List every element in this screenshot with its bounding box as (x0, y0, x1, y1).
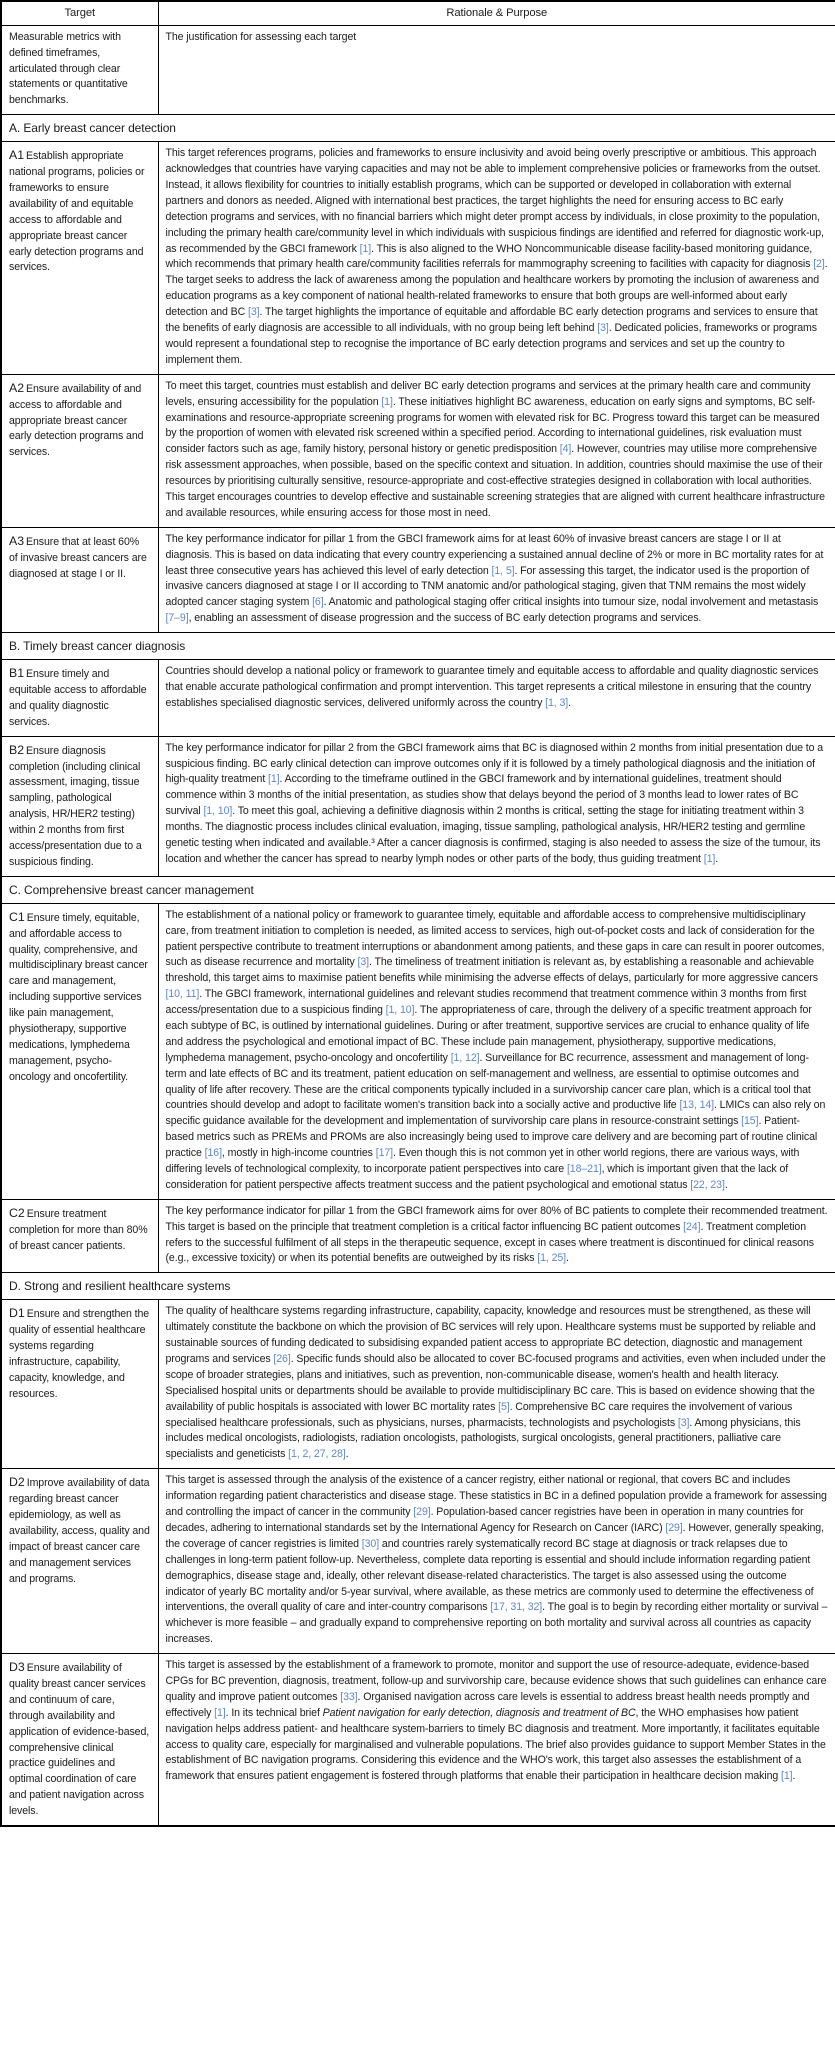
target-id: D3 (9, 1660, 25, 1675)
table-row-d3 (1, 1654, 835, 1826)
target-id: C1 (9, 909, 25, 924)
target-id: A3 (9, 533, 25, 548)
section-title: C. Comprehensive breast cancer management (1, 876, 835, 903)
citation-link[interactable]: [29] (413, 1506, 431, 1519)
section-header-a (1, 115, 835, 142)
target-id: D2 (9, 1475, 25, 1490)
citation-link[interactable]: [18–21] (566, 1163, 602, 1176)
citation-link[interactable]: [3] (677, 1416, 690, 1429)
citation-link[interactable]: [1, 12] (450, 1051, 480, 1064)
citation-link[interactable]: [3] (597, 322, 609, 335)
rationale-cell: Countries should develop a national policy or framework to guarantee timely and equitable access to affordable and quality diagnostic services that enable accurate pathological confirmation and prompt intervention. This target represents a critical milestone in ensuring that the country establishes specialised diagnostic services, delivered uniformly across the country [1, 3]. (158, 660, 835, 737)
target-text: Ensure timely, equitable, and affordable access to quality, comprehensive, and multidisciplinary breast cancer care and management, including supportive services like pain management, physiotherapy, supportive medications, lymphedema management, psycho-oncology and oncofertility. (9, 911, 148, 1083)
citation-link[interactable]: [24] (683, 1220, 701, 1233)
citation-link[interactable]: [4] (559, 443, 572, 456)
rationale-cell: The key performance indicator for pillar 1 from the GBCI framework aims for at least 60% of invasive breast cancers are stage I or II at diagnosis. This is based on data indicating that every country experiencing a sustained annual decline of 2% or more in BC mortality rates for at least three consecutive years has achieved this level of early detection [1, 5]. For assessing this target, the indicator used is the proportion of invasive cancers diagnosed at stage I or II according to TNM anatomic and/or pathological staging, given that TNM remains the most widely adopted cancer staging system [6]. Anatomic and pathological staging offer critical insights into tumour size, nodal involvement and metastasis [7–9], enabling an assessment of disease progression and the success of BC early detection programs and services. (158, 527, 835, 632)
target-text: Ensure treatment completion for more than 80% of breast cancer patients. (9, 1207, 148, 1252)
table-row-d2 (1, 1469, 835, 1654)
target-text: Ensure diagnosis completion (including clinical assessment, imaging, tissue sampling, pathological analysis, HR/HER2 testing) within 2 months from first access/presentation due to a suspicious finding. (9, 744, 142, 868)
citation-link[interactable]: [5] (498, 1400, 510, 1413)
target-id: A2 (9, 380, 25, 395)
rationale-cell: The quality of healthcare systems regarding infrastructure, capability, capacity, knowledge and resources must be strengthened, as these will ultimately constitute the backbone on which the provision of BC services will rely upon. Healthcare systems must be supported by reliable and sustainable sources of funding dedicated to subsidising expanded patient access to appropriate BC detection, diagnostic and management programs and services [26]. Specific funds should also be allocated to cover BC-focused programs and activities, even when included under the scope of broader strategies, plans and initiatives, such as prevention, non-communicable disease, women's health and health literacy. Specialised hospital units or departments should be available to provide multidisciplinary BC care. This is based on evidence showing that the availability of public hospitals is associated with lower BC mortality rates [5]. Comprehensive BC care requires the involvement of various specialised healthcare professionals, such as physicians, nurses, pharmacists, technologists and psychologists [3]. Among physicians, this includes medical oncologists, radiologists, radiation oncologists, pathologists, surgical oncologists, general practitioners, palliative care specialists and geneticists [1, 2, 27, 28]. (158, 1300, 835, 1469)
citation-link[interactable]: [1] (359, 242, 372, 255)
section-title: B. Timely breast cancer diagnosis (1, 633, 835, 660)
target-cell (1, 1654, 158, 1826)
target-text: Ensure that at least 60% of invasive breast cancers are diagnosed at stage I or II. (9, 535, 147, 580)
target-cell (1, 1199, 158, 1273)
citation-link[interactable]: [1] (381, 395, 393, 408)
target-cell (1, 903, 158, 1199)
table-row-b1 (1, 660, 835, 737)
table-row (1, 25, 835, 114)
citation-link[interactable]: [1, 3] (545, 696, 569, 709)
rationale-cell: The key performance indicator for pillar 2 from the GBCI framework aims that BC is diagnosed within 2 months from initial presentation due to a suspicious finding. BC early clinical detection can improve outcomes only if it is followed by a timely pathological diagnosis and the initiation of high-quality treatment [1]. According to the timeframe outlined in the GBCI framework and by international guidelines, treatment should commence within 3 months of the initial presentation, as studies show that delays beyond the period of 3 months lead to lower rates of BC survival [1, 10]. To meet this goal, achieving a definitive diagnosis within 2 months is critical, setting the stage for initiating treatment within 3 months. The diagnostic process includes clinical evaluation, imaging, tissue sampling, pathological analysis, HR/HER2 testing and germline genetic testing when indicated and available.³ After a cancer diagnosis is confirmed, staging is also needed to assess the size of the tumour, its location and whether the cancer has spread to nearby lymph nodes or other parts of the body, thus guiding treatment [1]. (158, 736, 835, 876)
citation-link[interactable]: [16] (204, 1147, 222, 1160)
citation-link[interactable]: [22, 23] (690, 1178, 725, 1191)
target-cell (1, 527, 158, 632)
target-cell (1, 660, 158, 737)
target-id: B1 (9, 666, 25, 681)
section-header-c (1, 876, 835, 903)
citation-link[interactable]: [3] (248, 306, 260, 319)
citation-link[interactable]: [17] (375, 1147, 394, 1160)
section-header-b (1, 633, 835, 660)
citation-link[interactable]: [13, 14] (679, 1099, 714, 1112)
target-cell (1, 374, 158, 527)
citation-link[interactable]: [33] (340, 1690, 358, 1703)
table-row-a2 (1, 374, 835, 527)
table-row-a3 (1, 527, 835, 632)
table-row-b2 (1, 736, 835, 876)
table-row-c1 (1, 903, 835, 1199)
table-row-c2 (1, 1199, 835, 1273)
target-text: Ensure timely and equitable access to affordable and quality diagnostic services. (9, 668, 147, 728)
citation-link[interactable]: [6] (312, 596, 324, 609)
citation-link[interactable]: [1] (703, 852, 716, 865)
table-header-row (1, 1, 835, 25)
target-cell (1, 736, 158, 876)
rationale-cell: This target is assessed by the establishment of a framework to promote, monitor and support the use of resource-adequate, evidence-based CPGs for BC prevention, diagnosis, treatment, follow-up and survivorship care, because evidence shows that such guidelines can enhance care quality and improve patient outcomes [33]. Organised navigation across care levels is essential to address breast health needs promptly and effectively [1]. In its technical brief Patient navigation for early detection, diagnosis and treatment of BC, the WHO emphasises how patient navigation helps address patient- and healthcare system-barriers to timely BC diagnosis and treatment. More importantly, it facilitates equitable access to quality care, especially for marginalised and vulnerable populations. The brief also provides guidance to support Member States in the establishment of BC navigation programs. Considering this evidence and the WHO's work, this target also assesses the establishment of a framework that ensures patient engagement is fostered through platforms that enable their participation in healthcare decision making [1]. (158, 1654, 835, 1826)
target-text: Ensure availability of quality breast cancer services and continuum of care, through availability and application of evidence-based, comprehensive clinical practice guidelines and optimal coordination of care and patient navigation across levels. (9, 1662, 150, 1818)
section-title: A. Early breast cancer detection (1, 115, 835, 142)
citation-link[interactable]: [17, 31, 32] (490, 1601, 543, 1614)
table-row-a1 (1, 142, 835, 374)
rationale-definition-cell: The justification for assessing each target (158, 25, 835, 114)
citation-link[interactable]: [1, 25] (537, 1252, 567, 1265)
target-text: Ensure and strengthen the quality of essential healthcare systems regarding infrastructure, capability, capacity, knowledge, and resources. (9, 1308, 150, 1400)
table-row-d1 (1, 1300, 835, 1469)
citation-link[interactable]: [10, 11] (165, 988, 200, 1001)
citation-link[interactable]: [30] (361, 1537, 380, 1550)
target-cell (1, 1300, 158, 1469)
citation-link[interactable]: [3] (357, 956, 369, 969)
citation-link[interactable]: [29] (665, 1521, 683, 1534)
target-text: Ensure availability of and access to affordable and appropriate breast cancer early detection programs and services. (9, 382, 144, 459)
section-header-d (1, 1273, 835, 1300)
target-id: A1 (9, 148, 25, 163)
citation-link[interactable]: [2] (813, 258, 825, 271)
rationale-cell: This target is assessed through the analysis of the existence of a cancer registry, either national or regional, that covers BC and includes information regarding patient characteristics and disease stage. These statistics in BC in a defined population provide a framework for assessing and controlling the impact of cancer in the community [29]. Population-based cancer registries have been in operation in many countries for decades, adhering to international standards set by the International Agency for Research on Cancer (IARC) [29]. However, generally speaking, the coverage of cancer registries is limited [30] and countries rarely systematically record BC stage at diagnosis or track relapses due to challenges in long-term patient follow-up. Nevertheless, complete data reporting is essential and should include information regarding patient demographics, disease stage and, ideally, other relevant disease-related characteristics. The target is also assessed using the outcome indicator of yearly BC mortality and/or 5-year survival, where available, as these metrics are commonly used to determine the effectiveness of interventions, the overall quality of care and inter-country comparisons [17, 31, 32]. The goal is to begin by recording either mortality or survival – whichever is more feasible – and gradually expand to comprehensive reporting on both mortality and survival across all countries as capacity increases. (158, 1469, 835, 1654)
section-title: D. Strong and resilient healthcare systems (1, 1273, 835, 1300)
target-text: Improve availability of data regarding breast cancer epidemiology, as well as availability, access, quality and impact of breast cancer care and management services and programs. (9, 1477, 150, 1585)
target-id: D1 (9, 1306, 25, 1321)
citation-link[interactable]: [1] (781, 1770, 793, 1783)
citation-link[interactable]: [26] (273, 1353, 291, 1366)
target-definition-cell: Measurable metrics with defined timeframes, articulated through clear statements or quantitative benchmarks. (1, 25, 158, 114)
target-cell (1, 1469, 158, 1654)
citation-link[interactable]: [1, 10] (203, 805, 233, 818)
column-header-target: Target (1, 1, 158, 25)
target-text: Establish appropriate national programs, policies or frameworks to ensure availability of and equitable access to affordable and appropriate breast cancer early detection programs and services. (9, 150, 145, 274)
citation-link[interactable]: [1] (268, 773, 280, 786)
citation-link[interactable]: [7–9] (165, 612, 189, 625)
citation-link[interactable]: [15] (741, 1115, 759, 1128)
citation-link[interactable]: [1, 5] (491, 564, 515, 577)
target-id: B2 (9, 742, 25, 757)
citation-link[interactable]: [1, 10] (385, 1004, 415, 1017)
target-cell (1, 142, 158, 374)
target-id: C2 (9, 1205, 25, 1220)
rationale-cell: The key performance indicator for pillar 1 from the GBCI framework aims for over 80% of BC patients to complete their recommended treatment. This target is based on the principle that treatment completion is a critical factor influencing BC patient outcomes [24]. Treatment completion refers to the successful fulfilment of all steps in the therapeutic sequence, except in cases where treatment is discontinued for clinical reasons (e.g., excessive toxicity) or when its potential benefits are outweighed by its risks [1, 25]. (158, 1199, 835, 1273)
rationale-cell: To meet this target, countries must establish and deliver BC early detection programs and services at the primary health care and community levels, ensuring accessibility for the population [1]. These initiatives highlight BC awareness, education on early signs and symptoms, BC self-examinations and resource-appropriate screening programs for women with elevated risk for BC. Progress toward this target can be measured by the proportion of women with elevated risk screened within a specified period. According to international guidelines, risk evaluation must consider factors such as age, family history, personal history or genetic predisposition [4]. However, countries may utilise more comprehensive risk assessment approaches, when possible, based on the specific context and situation. In addition, countries should maximise the use of their resources by prioritising culturally sensitive, resource-appropriate and cost-effective strategies designed in collaboration with local authorities. This target encourages countries to develop effective and sustainable screening strategies that are aligned with current healthcare infrastructure and available resources, while ensuring access for those most in need. (158, 374, 835, 527)
citation-link[interactable]: [1, 2, 27, 28] (288, 1448, 346, 1461)
column-header-rationale: Rationale & Purpose (158, 1, 835, 25)
citation-link[interactable]: [1] (214, 1706, 226, 1719)
rationale-cell: The establishment of a national policy or framework to guarantee timely, equitable and affordable access to comprehensive multidisciplinary care, from treatment initiation to completion is needed, as limited access to services, high out-of-pocket costs and lack of consideration for the patient perspective contribute to treatment interruptions or abandonment among patients, and these gaps in care can result in poorer outcomes, such as disease recurrence and mortality [3]. The timeliness of treatment initiation is relevant as, by establishing a reasonable and achievable threshold, this target aims to maximise patient benefits while minimising the adverse effects of delays, particularly for more aggressive cancers [10, 11]. The GBCI framework, international guidelines and relevant studies recommend that treatment commence within 3 months from first access/presentation due to a suspicious finding [1, 10]. The appropriateness of care, through the delivery of a specific treatment approach for each subtype of BC, is outlined by international guidelines. During or after treatment, supportive services are crucial to enhance quality of life and address the psychological and emotional impact of BC. These include pain management, physiotherapy, supportive medications, lymphedema management, psycho-oncology and oncofertility [1, 12]. Surveillance for BC recurrence, assessment and management of long-term and late effects of BC and its treatment, patient education on self-management and wellness, are essential to optimise outcomes and quality of life after recovery. These are the critical components typically included in a survivorship cancer care plan, which is a critical tool that countries should develop and adopt to facilitate women's transition back into a socially active and productive life [13, 14]. LMICs can also rely on specific guidance available for the development and implementation of survivorship care plans in resource-constraint settings [15]. Patient-based metrics such as PREMs and PROMs are also increasingly being used to improve care delivery and are becoming part of routine clinical practice [16], mostly in high-income countries [17]. Even though this is not common yet in other world regions, there are various ways, with differing levels of technological complexity, to incorporate patient perspectives into care [18–21], which is important given that the lack of consideration for patient perspective affects treatment success and the patient psychological and emotional status [22, 23]. (158, 903, 835, 1199)
rationale-cell: This target references programs, policies and frameworks to ensure inclusivity and avoid being overly prescriptive or ambitious. This approach acknowledges that countries have varying capacities and may not be able to implement comprehensive policies or frameworks from the outset. Instead, it allows flexibility for countries to initially establish programs, which can be supported or developed in collaboration with external partners and donors as needed. Aligned with international best practices, the target highlights the need for ensuring access to BC early detection programs and services, with no financial barriers which might deter prompt access by individuals, in close proximity to the population, including the primary health care/community level in which individuals with suspicious findings are identified and referred for diagnostic work-up, as recommended by the GBCI framework [1]. This is also aligned to the WHO Noncommunicable disease facility-based monitoring guidance, which recommends that primary health care/community facilities referrals for mammography screening to facilities with capacity for diagnosis [2]. The target seeks to address the lack of awareness among the population and healthcare workers by promoting the inclusion of awareness and education programs as a key component of national health-related frameworks to ensure that both groups are well-informed about early detection and BC [3]. The target highlights the importance of equitable and affordable BC early detection programs and services to ensure that the benefits of early diagnosis are accessible to all individuals, with no group being left behind [3]. Dedicated policies, frameworks or programs would represent a foundational step to recognise the importance of BC early detection programs and services and set up the country to implement them. (158, 142, 835, 374)
